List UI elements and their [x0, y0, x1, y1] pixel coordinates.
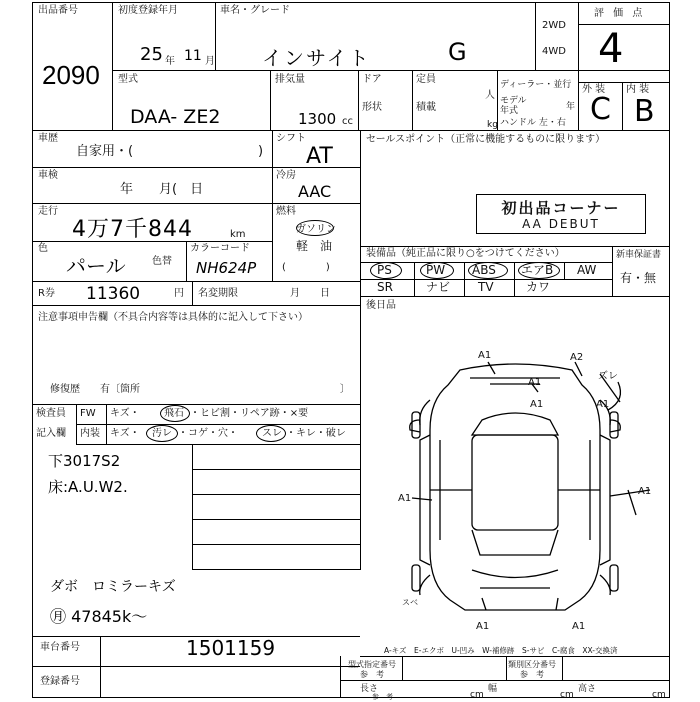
inspection-text: 年 月( 日 — [120, 182, 204, 197]
handle-label: ハンドル 左・右 — [500, 118, 566, 128]
damage-mark: A1 — [476, 621, 490, 632]
model-label: 車名・グレード — [220, 5, 290, 16]
divider — [514, 262, 515, 296]
inspector-note-label: 記入欄 — [36, 428, 66, 439]
dealer-label: ディーラー・並行 — [500, 80, 572, 90]
first-reg-month: 11 — [184, 48, 202, 64]
damage-mark: A1 — [638, 486, 652, 497]
class-label: 類別区分番号 — [508, 660, 556, 669]
divider — [506, 656, 507, 680]
inspect-wear-circle — [256, 425, 286, 442]
class-ref: 参 考 — [520, 670, 544, 679]
debut-badge — [476, 194, 646, 234]
debut-badge-title: 初出品コーナー — [501, 199, 621, 217]
shift-value: AT — [306, 144, 333, 169]
inspect-burn-hole: ・コゲ・穴・ — [178, 428, 238, 439]
drive-2wd: 2WD — [542, 20, 566, 31]
divider — [192, 569, 360, 570]
fuel-label: 燃料 — [276, 206, 296, 217]
divider — [192, 519, 360, 520]
inspect-scratch: キズ・ — [110, 408, 140, 419]
divider — [535, 2, 536, 70]
divider — [186, 241, 187, 281]
first-reg-year: 25 — [140, 44, 163, 65]
capacity-unit: 人 — [485, 90, 495, 101]
inspect-row1-rest: ・ヒビ割・リペア跡・×要 — [190, 408, 309, 419]
divider — [192, 281, 193, 305]
capacity-label: 定員 — [416, 74, 436, 85]
height-unit: cm — [652, 690, 666, 700]
first-reg-label: 初度登録年月 — [118, 5, 178, 16]
year-unit: 年 — [165, 56, 175, 67]
width-label: 幅 — [488, 684, 498, 694]
inspect-stain: 汚レ — [152, 428, 172, 439]
equip-airbag: エアB — [521, 263, 554, 277]
divider — [578, 82, 670, 83]
score-value: 4 — [598, 26, 624, 72]
inspect-fw: FW — [80, 408, 96, 419]
divider — [106, 404, 107, 444]
divider — [32, 130, 670, 131]
divider — [358, 70, 359, 130]
inspector-label: 検査員 — [36, 408, 66, 419]
damage-mark: A1 — [528, 377, 542, 388]
divider — [578, 24, 670, 25]
ac-label: 冷房 — [276, 170, 296, 181]
note-line-3: ダボ ロミラーキズ — [50, 579, 176, 595]
inspect-tear: ・キレ・破レ — [286, 428, 346, 439]
divider — [192, 444, 193, 570]
recycle-label: R券 — [38, 288, 55, 299]
inspect-interior: 内装 — [80, 428, 100, 439]
rear-seat-label: 後日品 — [366, 300, 396, 311]
divider — [464, 262, 465, 296]
divider — [402, 656, 403, 680]
equipment-label: 装備品（純正品に限り○をつけてください） — [366, 248, 565, 259]
damage-mark: A1 — [596, 399, 610, 410]
ext-label: 外 装 — [582, 84, 606, 95]
type-cert-label: 型式指定番号 — [348, 660, 396, 669]
divider — [497, 70, 498, 130]
divider — [32, 666, 360, 667]
ac-value: AAC — [298, 182, 332, 201]
color-change-label: 色替 — [152, 256, 172, 267]
car-damage-diagram — [360, 340, 670, 640]
equip-navi: ナビ — [426, 280, 451, 294]
color-code-value: NH624P — [196, 259, 257, 277]
length-label: 長さ — [360, 684, 379, 694]
damage-mark: A1 — [398, 493, 412, 504]
damage-legend: A-キズ E-エクボ U-凹み W-補修跡 S-サビ C-腐食 XX-交換済 — [384, 646, 618, 655]
fuel-gas-circle — [296, 220, 334, 236]
drive-4wd: 4WD — [542, 46, 566, 57]
length-unit: cm — [470, 690, 484, 700]
equip-sr: SR — [377, 280, 393, 294]
divider — [100, 636, 101, 698]
equip-abs-circle — [468, 262, 508, 279]
divider — [612, 246, 613, 296]
score-label: 評 価 点 — [594, 8, 646, 19]
shift-label: シフト — [276, 133, 306, 144]
model-year-label: モデル年式 — [500, 96, 527, 116]
divider — [76, 444, 360, 445]
fuel-paren: ( ) — [282, 262, 330, 273]
sales-point-label: セールスポイント（正常に機能するものに限ります） — [366, 134, 606, 145]
ext-grade: C — [590, 92, 611, 127]
divider — [360, 296, 670, 297]
divider — [32, 305, 360, 306]
inspect-chip: 飛石 — [164, 408, 184, 419]
debut-badge-subtitle: AA DEBUT — [522, 217, 600, 231]
chassis-value: 1501159 — [186, 636, 276, 660]
repair-close: 〕 — [340, 384, 350, 395]
damage-mark: A1 — [530, 399, 544, 410]
note-line-2: 床:A.U.W2. — [48, 478, 128, 496]
divider — [272, 203, 360, 204]
divider — [112, 2, 113, 130]
inspect-chip-circle — [160, 405, 190, 422]
divider — [622, 82, 623, 130]
color-code-label: カラーコード — [190, 243, 250, 254]
mileage-unit: km — [230, 229, 246, 240]
damage-mark: A1 — [478, 350, 492, 361]
divider — [76, 424, 360, 425]
int-grade: B — [634, 94, 655, 129]
color-label: 色 — [38, 243, 48, 254]
warranty-value: 有・無 — [620, 271, 657, 285]
mileage-label: 走行 — [38, 206, 58, 217]
note-line-4: ㊊ 47845k〜 — [50, 607, 148, 626]
damage-mark: A1 — [572, 621, 586, 632]
shape-label: 形状 — [362, 102, 382, 113]
divider — [412, 70, 413, 130]
length-ref: 参 考 — [372, 693, 393, 701]
color-value: パール — [66, 254, 126, 278]
divider — [32, 241, 272, 242]
mileage-value: 4万7千844 — [72, 217, 193, 242]
warranty-label: 新車保証書 — [616, 250, 662, 260]
divider — [340, 656, 341, 698]
equip-leather: カワ — [526, 280, 551, 294]
divider — [192, 469, 360, 470]
history-label: 車歴 — [38, 133, 58, 144]
height-label: 高さ — [578, 684, 597, 694]
divider — [272, 130, 273, 281]
month-unit: 月 — [205, 56, 215, 67]
equip-abs: ABS — [472, 263, 496, 277]
divider — [112, 70, 670, 71]
equip-pw: PW — [426, 263, 446, 277]
fuel-diesel: 軽 油 — [296, 239, 333, 253]
damage-mark: A2 — [570, 352, 584, 363]
divider — [578, 2, 579, 130]
door-label: ドア — [362, 74, 382, 85]
inspect-stain-circle — [146, 425, 178, 442]
repair-label: 修復歴 有〔箇所 — [50, 384, 140, 395]
inspect-int-scratch: キズ・ — [110, 428, 140, 439]
int-label: 内 装 — [626, 84, 650, 95]
equip-ps-circle — [370, 262, 402, 279]
grade: G — [448, 38, 467, 66]
divider — [32, 281, 360, 282]
divider — [32, 203, 272, 204]
damage-mark: ズレ — [598, 371, 618, 382]
equip-pw-circle — [420, 262, 454, 279]
chassis-label: 車台番号 — [40, 642, 80, 653]
divider — [340, 680, 670, 681]
divider — [32, 167, 272, 168]
type-label: 型式 — [118, 74, 138, 85]
recycle-value: 11360 — [86, 284, 141, 304]
divider — [192, 494, 360, 495]
history-close: ) — [258, 144, 264, 159]
divider — [192, 544, 360, 545]
type-value: DAA- ZE2 — [130, 106, 221, 128]
notes-label: 注意事項申告欄（不具合内容等は具体的に記入して下さい） — [38, 312, 308, 323]
displacement-unit: cc — [342, 116, 353, 127]
load-unit: kg — [487, 120, 498, 130]
history-value: 自家用・( — [76, 144, 134, 159]
divider — [414, 262, 415, 296]
equip-ps: PS — [377, 263, 392, 277]
load-label: 積載 — [416, 102, 436, 113]
inspect-wear: スレ — [262, 428, 282, 439]
lot-number: 2090 — [42, 60, 100, 90]
car-name: インサイト — [262, 46, 371, 70]
displacement-value: 1300 — [298, 110, 337, 128]
recycle-unit: 円 — [174, 288, 184, 299]
equip-aw: AW — [577, 263, 597, 277]
width-unit: cm — [560, 690, 574, 700]
divider — [562, 656, 563, 680]
damage-mark: スベ — [402, 598, 418, 607]
model-year-unit: 年 — [566, 102, 576, 112]
type-cert-ref: 参 考 — [360, 670, 384, 679]
displacement-label: 排気量 — [275, 74, 305, 85]
expiry-text: 月 日 — [290, 288, 330, 299]
registration-label: 登録番号 — [40, 676, 80, 687]
divider — [564, 262, 565, 279]
fuel-gasoline: ガソリン — [296, 224, 336, 235]
divider — [270, 70, 271, 130]
divider — [360, 246, 670, 247]
divider — [360, 656, 670, 657]
equip-airbag-circle — [518, 262, 560, 279]
lot-label: 出品番号 — [38, 5, 78, 16]
inspection-label: 車検 — [38, 170, 58, 181]
note-line-1: 下3017S2 — [48, 452, 121, 470]
divider — [32, 404, 360, 405]
equip-tv: TV — [478, 280, 494, 294]
divider — [215, 2, 216, 70]
divider — [272, 167, 360, 168]
expiry-label: 名変期限 — [198, 288, 238, 299]
